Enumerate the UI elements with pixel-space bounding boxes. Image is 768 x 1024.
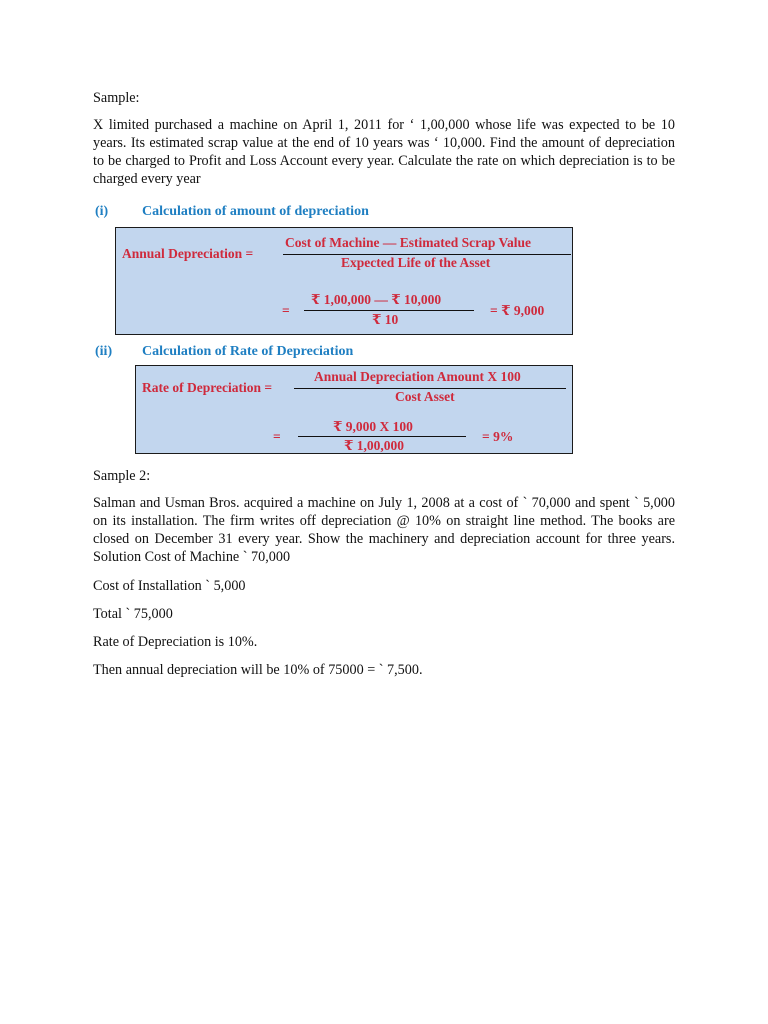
sample2-paragraph: Salman and Usman Bros. acquired a machine on July 1, 2008 at a cost of ` 70,000 and spent ` 5,000 on its installation. The firm writes off depreciation @ 10% on straight line method. The books are closed on December 31 every year. Show the machinery and depreciation account for three years. Solution Cost of Machine ` 70,000 <box>93 495 675 565</box>
sample1-paragraph: X limited purchased a machine on April 1, 2011 for ‘ 1,00,000 whose life was expected to be 10 years. Its estimated scrap value at the end of 10 years was ‘ 10,000. Find the amount of depreciation to be charged to Profit and Loss Account every year. Calculate the rate on which depreciation is to be charged every year <box>93 117 675 187</box>
sample1-title: Sample: <box>93 90 140 106</box>
section1-result: = ₹ 9,000 <box>490 303 545 318</box>
section2-calc-numerator: ₹ 9,000 X 100 <box>333 419 413 434</box>
section2-calc-fraction-bar <box>298 436 466 437</box>
section1-number: (i) <box>95 204 109 219</box>
section1-formula-label: Annual Depreciation = <box>122 246 254 261</box>
section2-result: = 9% <box>482 429 514 444</box>
section2-number: (ii) <box>95 344 113 359</box>
section1-numerator: Cost of Machine — Estimated Scrap Value <box>285 235 531 250</box>
section1-calc-fraction-bar <box>304 310 474 311</box>
sample2-line1: Cost of Installation ` 5,000 <box>93 578 246 594</box>
sample2-title: Sample 2: <box>93 468 151 484</box>
section1-title: Calculation of amount of depreciation <box>142 204 369 219</box>
section2-calc-denominator: ₹ 1,00,000 <box>344 438 405 453</box>
section1-denominator: Expected Life of the Asset <box>341 255 491 270</box>
section2-formula-box <box>135 365 573 454</box>
section2-numerator: Annual Depreciation Amount X 100 <box>314 369 521 384</box>
section1-equals: = <box>282 303 290 318</box>
section2-denominator: Cost Asset <box>395 389 455 404</box>
section1-formula-box <box>115 227 573 335</box>
section1-calc-denominator: ₹ 10 <box>372 312 399 327</box>
section1-calc-numerator: ₹ 1,00,000 — ₹ 10,000 <box>311 292 442 307</box>
section2-formula-label: Rate of Depreciation = <box>142 380 273 395</box>
sample2-line3: Rate of Depreciation is 10%. <box>93 634 258 650</box>
section2-equals: = <box>273 429 281 444</box>
section2-title: Calculation of Rate of Depreciation <box>142 344 354 359</box>
sample2-line2: Total ` 75,000 <box>93 606 173 622</box>
sample2-line4: Then annual depreciation will be 10% of 75000 = ` 7,500. <box>93 662 423 678</box>
